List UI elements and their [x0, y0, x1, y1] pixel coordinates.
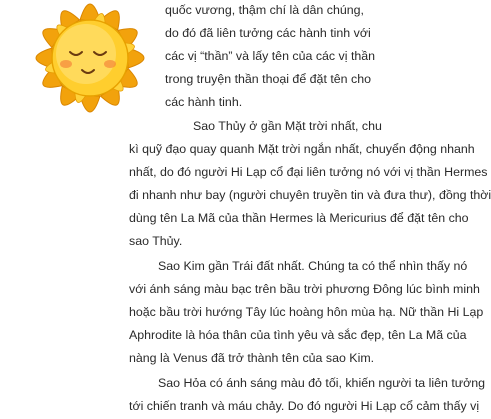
- text-line: Sao Kim gần Trái đất nhất. Chúng ta có thể nhìn thấy nó: [158, 259, 468, 273]
- text-line: nàng là Venus đã trở thành tên của sao Kim.: [129, 351, 375, 365]
- text-line: do đó đã liên tưởng các hành tinh với: [165, 26, 371, 40]
- text-line: nhất, do đó người Hi Lạp cổ đại liên tưởng nó với vị thần Hermes: [129, 165, 488, 179]
- text-line: quốc vương, thậm chí là dân chúng,: [165, 3, 364, 17]
- text-line: dùng tên La Mã của thần Hermes là Mericurius để đặt tên cho: [129, 211, 469, 225]
- text-line: các vị “thần” và lấy tên của các vị thần: [165, 49, 376, 63]
- text-line: với ánh sáng màu bạc trên bầu trời phương Đông lúc bình minh: [129, 282, 480, 296]
- text-line: sao Thủy.: [129, 234, 183, 248]
- text-line: Sao Hỏa có ánh sáng màu đỏ tối, khiến người ta liên tưởng: [158, 376, 485, 390]
- text-line: hoặc bầu trời hướng Tây lúc hoàng hôn mùa hạ. Nữ thần Hi Lạp: [129, 305, 484, 319]
- text-line: Sao Thủy ở gần Mặt trời nhất, chu: [193, 119, 382, 133]
- text-line: kì quỹ đạo quay quanh Mặt trời ngắn nhất, chuyển động nhanh: [129, 142, 475, 156]
- text-line: đi nhanh như bay (người chuyên truyền tin và đưa thư), đồng thời: [129, 188, 491, 202]
- text-line: tới chiến tranh và máu chảy. Do đó người Hi Lạp cổ cảm thấy vị: [129, 399, 480, 413]
- text-line: Aphrodite là hóa thân của tình yêu và sắc đẹp, tên La Mã của: [129, 328, 467, 342]
- text-line: trong truyện thần thoại để đặt tên cho: [165, 72, 371, 86]
- smiling-sun-icon: [20, 0, 160, 120]
- text-line: các hành tinh.: [165, 95, 243, 109]
